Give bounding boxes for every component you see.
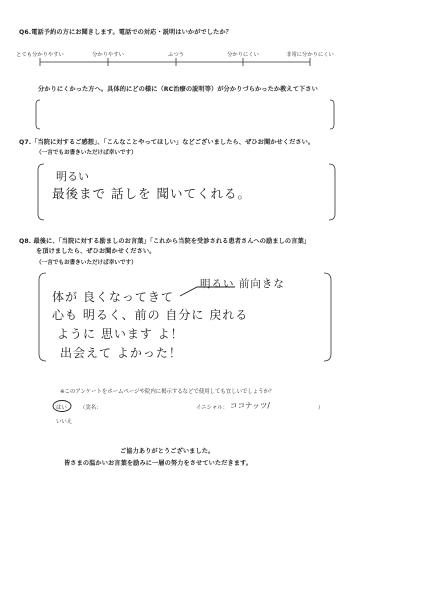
q6-scale-label-hard[interactable]: 分かりにくい xyxy=(227,52,259,58)
consent-initial-value[interactable]: ココナッツ/ xyxy=(230,401,270,410)
q6-scale-label-very-hard[interactable]: 非常に分かりにくい xyxy=(286,52,334,58)
q7-answer-line-1: 明るい xyxy=(56,170,89,183)
q8-title-continued: を頂けましたら、ぜひお聞かせください。 xyxy=(36,248,156,255)
q6-scale-label-normal[interactable]: ふつう xyxy=(168,52,184,58)
consent-close-paren: ） xyxy=(318,405,324,411)
q8-answer-line-4: 出会えて よかった！ xyxy=(60,346,182,360)
q6-scale-label-very-easy[interactable]: とても分かりやすい xyxy=(16,52,64,58)
q8-title: Q8. 最後に、「当院に対する励ましのお言葉」「これから当院を受診される患者さんへの励ましの言葉」 xyxy=(19,238,311,245)
q6-scale-label-easy[interactable]: 分かりやすい xyxy=(92,52,124,58)
thanks-line-1: ご協力ありがとうございました。 xyxy=(120,448,215,455)
q6-followup-question: 分かりにくかった方へ。具体的にどの様に（RC治療の説明等）が分かりづらかったか教えて下さい xyxy=(38,86,318,93)
consent-real-name-label: （実名： xyxy=(80,405,102,411)
q7-answer-line-2: 最後まで 話しを 聞いてくれる。 xyxy=(52,186,251,201)
q6-answer-bracket xyxy=(36,100,334,129)
q8-answer-line-3: ように 思います よ！ xyxy=(57,327,184,341)
q8-answer-line-2: 心も 明るく、前の 自分に 戻れる xyxy=(52,308,249,322)
consent-initial-label: イニシャル： xyxy=(196,405,229,411)
consent-no-option[interactable]: いいえ xyxy=(56,419,73,425)
q8-note: （一言でもお書きいただけば幸いです） xyxy=(36,260,137,266)
thanks-line-2: 皆さまの温かいお言葉を励みに一層の努力をさせていただきます。 xyxy=(64,460,253,467)
q8-answer-insertion: 明るい 前向きな xyxy=(200,278,285,290)
consent-question: ※このアンケートをホームページや院内に掲示するなどで使用しても宜しいでしょうか？ xyxy=(60,389,275,395)
q8-answer-line-1: 体が 良くなってきて xyxy=(52,290,174,304)
q6-title: Q6.電話予約の方にお聞きします。電話での対応・説明はいかがでしたか？ xyxy=(19,29,232,36)
consent-yes-option[interactable]: はい xyxy=(56,405,67,411)
q6-scale-line xyxy=(40,58,310,66)
q7-title: Q7.「当院に対するご感想」、「こんなことやってほしい」などございましたら、ぜひお聞かせください。 xyxy=(19,139,315,146)
q7-note: （一言でもお書きいただけば幸いです） xyxy=(36,150,137,156)
